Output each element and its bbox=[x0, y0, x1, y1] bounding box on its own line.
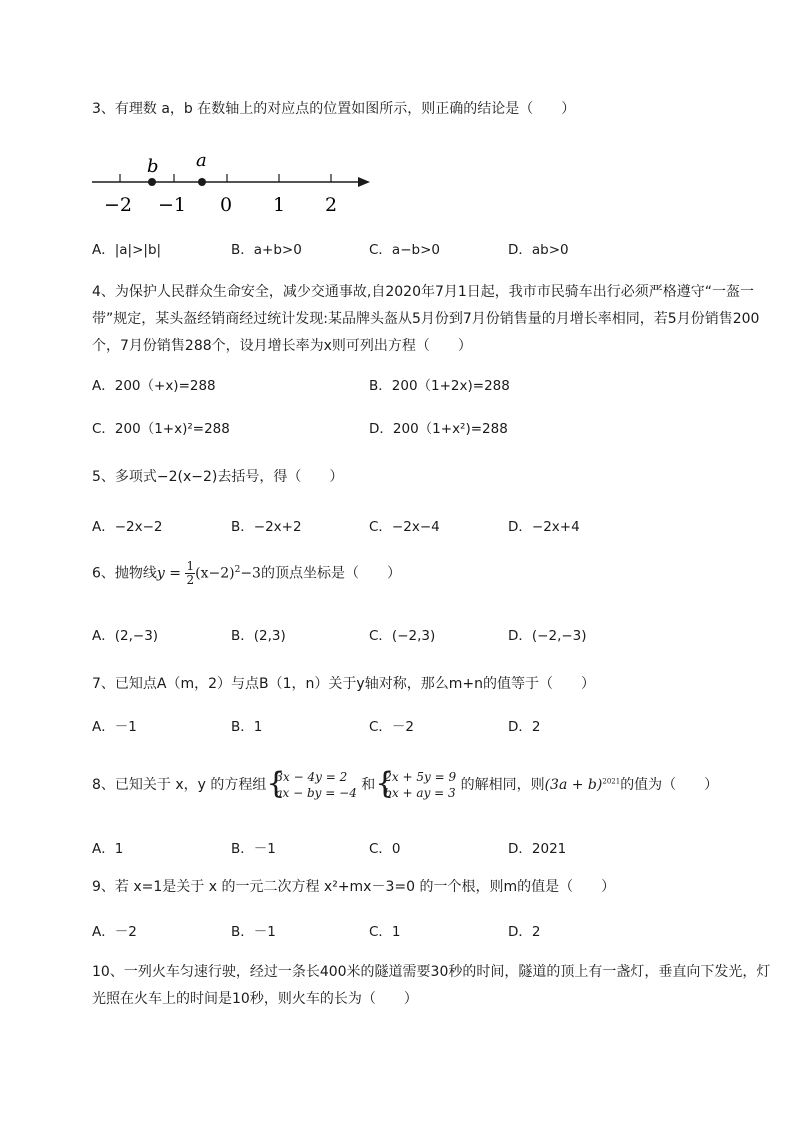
q8-and: 和 bbox=[361, 777, 376, 793]
point-b-label: b bbox=[147, 156, 159, 177]
question-8-stem bbox=[92, 766, 782, 804]
q8-option-c[interactable]: C．0 bbox=[369, 841, 401, 857]
q8-power-base: (3a + b) bbox=[544, 777, 603, 793]
point-b bbox=[148, 178, 156, 186]
q8-brace-2: { bbox=[375, 766, 395, 801]
point-a bbox=[198, 178, 206, 186]
q7-option-a[interactable]: A．－1 bbox=[92, 719, 137, 735]
q8-sys2-eq1: 2x + 5y = 9 bbox=[384, 770, 457, 784]
q9-option-b[interactable]: B．－1 bbox=[231, 924, 276, 940]
q8-option-a[interactable]: A．1 bbox=[92, 841, 124, 857]
q9-option-c[interactable]: C．1 bbox=[369, 924, 401, 940]
q3-option-c[interactable]: C．a−b>0 bbox=[369, 242, 440, 258]
q9-option-a[interactable]: A．－2 bbox=[92, 924, 137, 940]
number-line-arrow bbox=[358, 177, 370, 187]
q7-option-c[interactable]: C．－2 bbox=[369, 719, 415, 735]
q7-option-b[interactable]: B．1 bbox=[231, 719, 263, 735]
q8-brace-1: { bbox=[266, 766, 286, 801]
q6-option-a[interactable]: A．(2,−3) bbox=[92, 628, 159, 644]
q6-option-b[interactable]: B．(2,3) bbox=[231, 628, 286, 644]
q8-option-d[interactable]: D．2021 bbox=[508, 841, 567, 857]
q4-option-d[interactable]: D．200（1+x²)=288 bbox=[369, 421, 508, 437]
tick-label-0: 0 bbox=[220, 194, 233, 216]
number-line-figure bbox=[90, 148, 390, 218]
q5-option-a[interactable]: A．−2x−2 bbox=[92, 519, 163, 535]
q4-option-c[interactable]: C．200（1+x)²=288 bbox=[92, 421, 230, 437]
q6-frac-den: 2 bbox=[186, 573, 195, 587]
question-7-stem: 7、已知点A（m，2）与点B（1，n）关于y轴对称，那么m+n的值等于（ ） bbox=[92, 676, 595, 692]
q6-frac-num: 1 bbox=[186, 559, 195, 573]
q8-sys1-eq2: ax − by = −4 bbox=[275, 786, 357, 800]
question-3-stem: 3、有理数 a，b 在数轴上的对应点的位置如图所示，则正确的结论是（ ） bbox=[92, 101, 576, 117]
q8-sys2-eq2: bx + ay = 3 bbox=[384, 786, 456, 800]
q8-option-b[interactable]: B．－1 bbox=[231, 841, 276, 857]
q6-prefix: 6、抛物线 bbox=[92, 565, 157, 582]
tick-label-2: 2 bbox=[325, 194, 338, 216]
q9-option-d[interactable]: D．2 bbox=[508, 924, 541, 940]
q5-option-d[interactable]: D．−2x+4 bbox=[508, 519, 580, 535]
q3-option-d[interactable]: D．ab>0 bbox=[508, 242, 569, 258]
question-10-stem: 10、一列火车匀速行驶，经过一条长400米的隧道需要30秒的时间，隧道的顶上有一盏灯，垂直向下发光，灯光照在火车上的时间是10秒，则火车的长为（ ） bbox=[92, 964, 771, 1007]
q3-option-b[interactable]: B．a+b>0 bbox=[231, 242, 302, 258]
q6-rhs: (x−2) bbox=[195, 565, 235, 582]
q6-lhs: y = bbox=[156, 565, 182, 582]
question-4-stem: 4、为保护人民群众生命安全，减少交通事故,自2020年7月1日起，我市市民骑车出行必须严格遵守“一盔一带”规定，某头盔经销商经过统计发现:某品牌头盔从5月份到7月份销售量的月增长率相同，若5月份销售200个，7月份销售288个，设月增长率为x则可列出方程（ ） bbox=[92, 284, 760, 354]
q8-mid: 的解相同，则 bbox=[460, 777, 545, 793]
q8-prefix: 8、已知关于 x，y 的方程组 bbox=[92, 777, 267, 793]
q8-suffix: 的值为（ ） bbox=[620, 777, 719, 793]
q6-option-c[interactable]: C．(−2,3) bbox=[369, 628, 436, 644]
q6-exponent: 2 bbox=[234, 564, 241, 575]
q8-system-1 bbox=[266, 766, 357, 801]
q5-option-c[interactable]: C．−2x−4 bbox=[369, 519, 440, 535]
question-5-stem: 5、多项式−2(x−2)去括号，得（ ） bbox=[92, 469, 344, 485]
point-a-label: a bbox=[196, 150, 207, 171]
q3-option-a[interactable]: A．|a|>|b| bbox=[92, 242, 162, 258]
tick-label-1: 1 bbox=[273, 194, 286, 216]
tick-label-neg1: −1 bbox=[158, 194, 187, 216]
q4-option-a[interactable]: A．200（+x)=288 bbox=[92, 378, 216, 394]
q4-option-b[interactable]: B．200（1+2x)=288 bbox=[369, 378, 510, 394]
q7-option-d[interactable]: D．2 bbox=[508, 719, 541, 735]
q5-option-b[interactable]: B．−2x+2 bbox=[231, 519, 302, 535]
question-9-stem: 9、若 x=1是关于 x 的一元二次方程 x²+mx－3=0 的一个根，则m的值是（ ） bbox=[92, 879, 616, 895]
q6-tail: −3 bbox=[240, 565, 261, 582]
question-6-stem bbox=[92, 560, 782, 588]
q8-system-2 bbox=[375, 766, 457, 801]
tick-label-neg2: −2 bbox=[104, 194, 133, 216]
q6-option-d[interactable]: D．(−2,−3) bbox=[508, 628, 587, 644]
q8-sys1-eq1: 3x − 4y = 2 bbox=[275, 770, 348, 784]
q8-power-exp: 2021 bbox=[602, 777, 621, 786]
q6-suffix: 的顶点坐标是（ ） bbox=[260, 565, 401, 582]
q6-fraction bbox=[185, 560, 195, 587]
